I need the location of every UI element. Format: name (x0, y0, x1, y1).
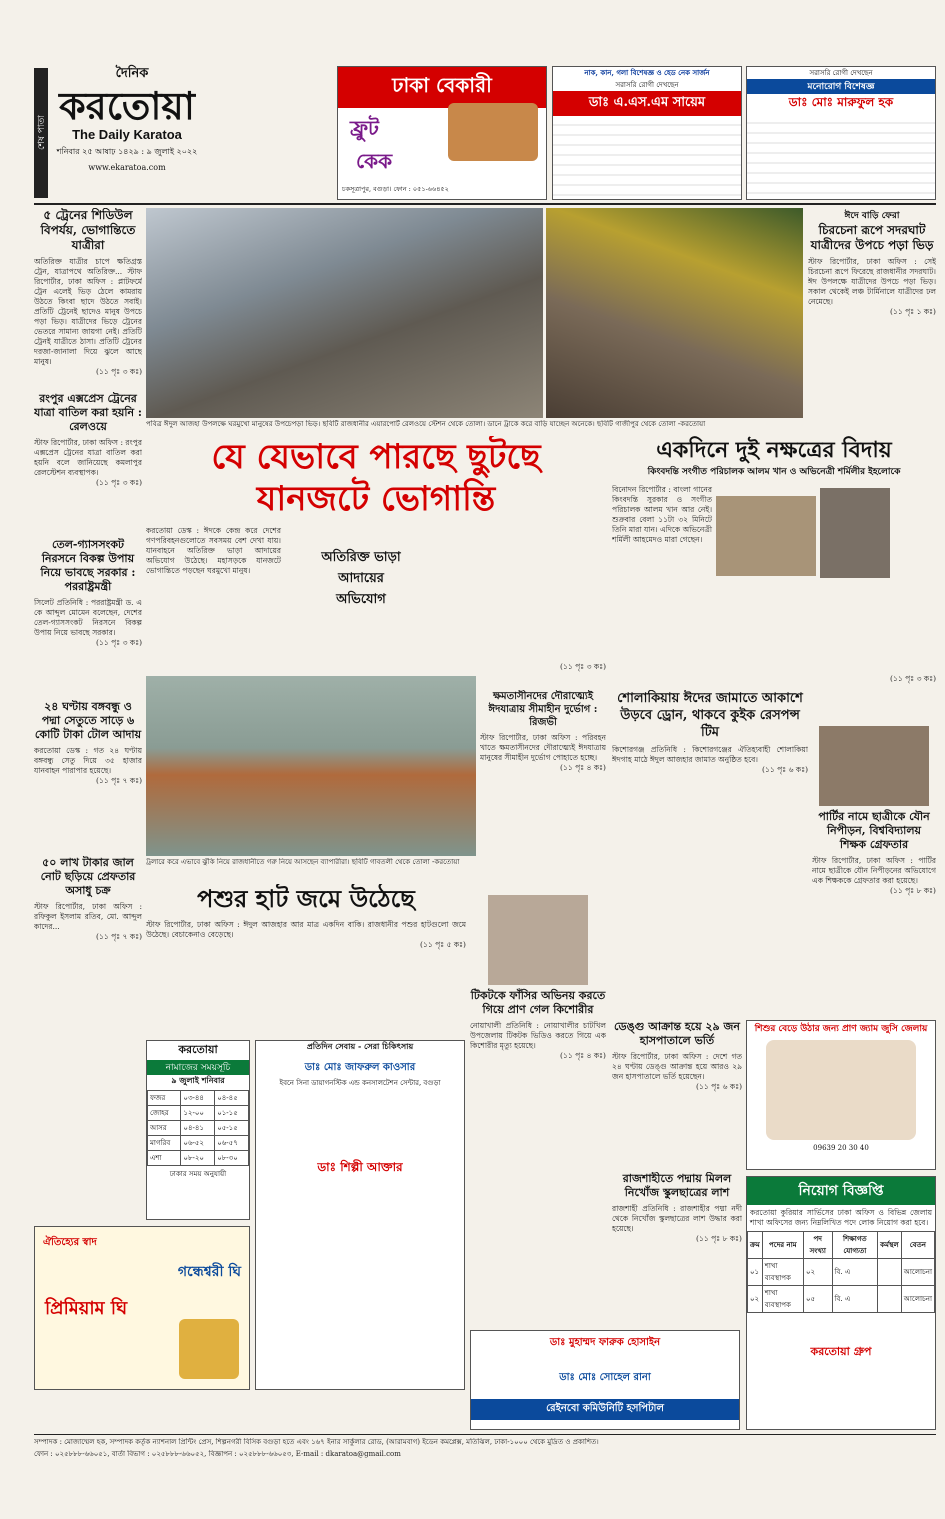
doctor1-title: নাক, কান, গলা বিশেষজ্ঞ ও হেড নেক সার্জন (584, 68, 710, 77)
ghee-name: গন্ধেশ্বরী ঘি (177, 1264, 241, 1280)
prayer-cell-start: ১২-০০ (181, 1106, 215, 1121)
bakery-product-2: কেক (356, 149, 393, 173)
doctor2-details (747, 114, 935, 200)
story-arrest-headline: পার্টির নামে ছাত্রীকে যৌন নিপীড়ন, বিশ্ববিদ্যালয় শিক্ষক গ্রেফতার (818, 810, 930, 851)
baby-image (766, 1040, 916, 1140)
website-link[interactable]: www.ekaratoa.com (88, 163, 166, 172)
prayer-cell-name: আসর (148, 1121, 181, 1136)
lead-sub-2: আদায়ের (338, 571, 384, 586)
story-rajshahi (612, 1172, 742, 1322)
footer-contact: ফোন : ০২৫৮৮৮-৬৬০৫১, বার্তা বিভাগ : ০২৫৮৮৮-৬৬০৫২, বিজ্ঞাপন : ০২৫৮৮৮-৬৬০৫৩, E-mail : dkaratoa@gmail.com (34, 1450, 401, 1458)
job-cell: আলোচনা (901, 1259, 934, 1286)
job-cell: ০১ (748, 1259, 763, 1286)
job-intro: করতোয়া কুরিয়ার সার্ভিসের ঢাকা অফিস ও বিভিন্ন জেলায় শাখা অফিসের জন্য নিম্নলিখিত পদে লোক নিয়োগ করা হবে। (750, 1208, 932, 1227)
prayer-table (147, 1090, 249, 1166)
story-oil-jump[interactable]: (১১ পৃঃ ৩ কঃ) (96, 638, 142, 647)
lead-headline-2: যানজটে ভোগান্তি (256, 479, 496, 519)
story-rangpur (34, 392, 142, 532)
job-row (748, 1286, 935, 1313)
ghee-premium: প্রিমিয়াম ঘি (45, 1298, 128, 1319)
story-sadarghat (808, 208, 936, 432)
story-sadarghat-jump[interactable]: (১১ পৃঃ ১ কঃ) (890, 307, 936, 316)
prayer-cell-start: ০৩-৪৪ (181, 1091, 215, 1106)
story-tiktok-jump[interactable]: (১১ পৃঃ ৪ কঃ) (560, 1051, 606, 1060)
prayer-cell-start: ০৪-৪১ (181, 1121, 215, 1136)
prayer-brand: করতোয়া (178, 1043, 218, 1056)
story-stars-body: বিনোদন রিপোর্টার : বাংলা গানের কিংবদন্তি সুরকার ও সংগীত পরিচালক আলম খান আর নেই। শুক্রবার বেলা ১১টা ৩২ মিনিটে তিনি মারা যান। এদিকে অভিনেত্রী শর্মিলী আহমেদও মারা গেছেন। (612, 485, 712, 544)
job-header-cell: শিক্ষাগত যোগ্যতা (832, 1232, 878, 1259)
hospital-doctor-2: ডাঃ মোঃ সোহেল রানা (559, 1372, 651, 1383)
story-rangpur-headline: রংপুর এক্সপ্রেস ট্রেনের যাত্রা বাতিল করা হয়নি : রেলওয়ে (34, 392, 142, 433)
doctor-ad-psych (746, 66, 936, 200)
masthead (52, 64, 202, 200)
story-dengue-headline: ডেঙ্গু আক্রান্ত হয়ে ২৯ জন হাসপাতালে ভর্তি (614, 1020, 740, 1047)
story-oil-body: সিলেট প্রতিনিধি : পররাষ্ট্রমন্ত্রী ড. এ কে আব্দুল মোমেন বলেছেন, দেশের তেল-গ্যাসসংকট নিরসনে বিকল্প উপায় নিয়ে ভাবছে সরকার। (34, 598, 142, 637)
story-sholakia-headline: শোলাকিয়ায় ঈদের জামাতে আকাশে উড়বে ড্রোন, থাকবে কুইক রেসপন্স টিম (617, 691, 803, 740)
prayer-footer: ঢাকার সময় অনুযায়ী (169, 1170, 227, 1178)
prayer-cell-end: ০৫-১৫ (215, 1121, 249, 1136)
story-bridge-body: করতোয়া ডেস্ক : গত ২৪ ঘণ্টায় বঙ্গবন্ধু সেতু দিয়ে ৩৫ হাজার যানবাহন পারাপার হয়েছে। (34, 746, 142, 775)
section-label: শেষ পাতা (34, 68, 48, 198)
bakery-product-1: ফ্রুট (350, 116, 379, 140)
photo-caption-top: পবিত্র ঈদুল আজহা উপলক্ষে ঘরমুখো মানুষের উপচেপড়া ভিড়। ছবিটি রাজধানীর এয়ারপোর্ট রেলওয়ে স্টেশন থেকে তোলা। ডানে ট্রাকে করে বাড়ি যাচ্ছেন অনেকে। ছবিটি গাজীপুর থেকে তোলা -করতোয়া (146, 420, 706, 428)
masthead-top: দৈনিক (115, 66, 149, 81)
masthead-title: করতোয়া (59, 83, 195, 128)
story-notes-headline: ৫০ লাখ টাকার জাল নোট ছড়িয়ে প্রেফতার অসাধু চক্র (40, 856, 136, 897)
story-rajshahi-jump[interactable]: (১১ পৃঃ ৮ কঃ) (696, 1234, 742, 1243)
job-header-cell: পদের নাম (762, 1232, 803, 1259)
story-stars-headline: একদিনে দুই নক্ষত্রের বিদায় (656, 437, 892, 463)
ghee-tag: ঐতিহ্যের স্বাদ (43, 1237, 97, 1248)
story-market-body: স্টাফ রিপোর্টার, ঢাকা অফিস : ঈদুল আজহার আর মাত্র একদিন বাকি। রাজধানীর পশুর হাটগুলো জমে উঠেছে। বেচাকেনাও বেড়েছে। (146, 920, 466, 939)
story-tiktok-headline: টিকটকে ফাঁসির অভিনয় করতে গিয়ে প্রাণ গেল কিশোরীর (470, 989, 606, 1016)
doctor2-title: মনোরোগ বিশেষজ্ঞ (747, 79, 935, 94)
prayer-cell-end: ০৬-৫৭ (215, 1136, 249, 1151)
job-cell: শাখা ব্যবস্থাপক (762, 1286, 803, 1313)
story-notes-jump[interactable]: (১১ পৃঃ ৭ কঃ) (96, 932, 142, 941)
lead-subhead (286, 548, 436, 618)
bakery-address: চকসূত্রাপুর, বগুড়া। ফোন : ০৫১-৬৬৪৫২ (342, 185, 449, 193)
doctor1-details (553, 116, 741, 200)
story-sholakia-body: কিশোরগঞ্জ প্রতিনিধি : কিশোরগঞ্জের ঐতিহ্যবাহী শোলাকিয়া ঈদগাহ মাঠে ঈদুল আজহার জামাত অনুষ্ঠিত হবে। (612, 745, 808, 764)
story-tiktok-body: নোয়াখালী প্রতিনিধি : নোয়াখালীর চাটখিল উপজেলায় টিকটক ভিডিও করতে গিয়ে এক কিশোরীর মৃত্যু হয়েছে। (470, 1021, 606, 1050)
prayer-date: ৯ জুলাই শনিবার (171, 1075, 225, 1085)
story-dengue (612, 1020, 742, 1170)
prayer-row (148, 1136, 249, 1151)
story-sholakia-jump[interactable]: (১১ পৃঃ ৬ কঃ) (762, 765, 808, 774)
story-train-body: অতিরিক্ত যাত্রীর চাপে ক্ষতিগ্রস্ত ট্রেন, যাত্রাপথে অতিরিক্ত... স্টাফ রিপোর্টার, ঢাকা অফিস : প্লাটফর্মে ট্রেন এলেই ভিড় ঠেলে কামরায় উঠতে কিংবা ছাদে উঠতে সবাই। প্রতিটি ট্রেনেই ছাদেও মানুষ উপচে পড়া ভিড়। যাত্রীদের ভিড়ে ট্রেনের ভেতরে সামান্য জায়গা নেই। প্রতিটি ট্রেনই যাত্রীতে ঠাসা। প্রতিটি ট্রেনের দরজা-জানালা দিয়ে ঝুলে আছে মানুষ। (34, 257, 142, 366)
story-stars-sub: কিংবদন্তি সংগীত পরিচালক আলম খান ও অভিনেত্রী শর্মিলীর ইহলোকে (647, 467, 901, 477)
job-cell: ০২ (803, 1259, 832, 1286)
job-row (748, 1259, 935, 1286)
story-oil (34, 538, 142, 698)
story-notes-body: স্টাফ রিপোর্টার, ঢাকা অফিস : রফিকুল ইসলাম রতিব, মো. আব্দুল কাদের... (34, 902, 142, 931)
prayer-cell-start: ০৬-৫২ (181, 1136, 215, 1151)
story-stars (612, 436, 936, 686)
footer-imprint: সম্পাদক : মোজাম্মেল হক, সম্পাদক কর্তৃক ন্যাশনাল প্রিন্টিং প্রেস, শিল্পনগরী বিসিক বগুড়া হতে এবং ১৬৭ ইনার সার্কুলার রোড, (আরামবাগ) ইডেন কমপ্লেক্স, মতিঝিল, ঢাকা-১০০০ থেকে মুদ্রিত ও প্রকাশিত। (34, 1438, 599, 1446)
story-oil-headline: তেল-গ্যাসসংকট নিরসনে বিকল্প উপায় নিয়ে ভাবছে সরকার : পররাষ্ট্রমন্ত্রী (40, 538, 136, 593)
clinic-doctor-2: ডাঃ শিল্পী আক্তার (317, 1160, 403, 1174)
doctor-ad-ent (552, 66, 742, 200)
prayer-cell-start: ০৮-২০ (181, 1151, 215, 1166)
job-cell: বি. এ (832, 1286, 878, 1313)
story-sadarghat-kicker: ঈদে বাড়ি ফেরা (844, 211, 900, 221)
story-power-body: স্টাফ রিপোর্টার, ঢাকা অফিস : পরিবহন খাতে ক্ষমতাসীনদের দৌরাত্ম্যেই ঈদযাত্রায় মানুষের সীমাহীন দুর্ভোগ পোহাতে হচ্ছে। (480, 733, 606, 762)
footer-rule (34, 1434, 936, 1435)
ghee-ad (34, 1226, 250, 1390)
doctor2-name: ডাঃ মোঃ মারুফুল হক (788, 95, 894, 109)
prayer-cell-end: ০১-১৫ (215, 1106, 249, 1121)
story-market-jump[interactable]: (১১ পৃঃ ৫ কঃ) (420, 940, 466, 949)
photo-boat (146, 676, 476, 856)
story-train-headline: ৫ ট্রেনের শিডিউল বিপর্যয়, ভোগান্তিতে যাত্রীরা (40, 208, 136, 252)
job-title: নিয়োগ বিজ্ঞপ্তি (747, 1177, 935, 1205)
story-market-headline: পশুর হাট জমে উঠেছে (197, 884, 415, 913)
job-header-cell: ক্রম (748, 1232, 763, 1259)
story-market (146, 884, 466, 1034)
job-company: করতোয়া গ্রুপ (810, 1345, 872, 1358)
photo-caption-boat: ট্রলারে করে এভাবে ঝুঁকি নিয়ে রাজধানীতে গরু নিয়ে আসছেন ব্যাপারীরা। ছবিটি গাবতলী থেকে তোলা -করতোয়া (146, 858, 460, 866)
story-power-jump[interactable]: (১১ পৃঃ ৪ কঃ) (560, 763, 606, 772)
lead-jump[interactable]: (১১ পৃঃ ৩ কঃ) (560, 662, 606, 671)
story-arrest (812, 726, 936, 1016)
job-cell: বি. এ (832, 1259, 878, 1286)
baby-food-ad (746, 1020, 936, 1170)
lead-sub-3: অভিযোগ (336, 592, 386, 607)
job-cell (878, 1286, 902, 1313)
clinic-doctor-1: ডাঃ মোঃ জাফরুল কাওসার (304, 1062, 416, 1073)
photo-truck (546, 208, 803, 418)
cake-image (448, 103, 538, 161)
date-line: শনিবার ২৫ আষাঢ় ১৪২৯ : ৯ জুলাই ২০২২ (56, 147, 198, 156)
story-train-jump[interactable]: (১১ পৃঃ ৩ কঃ) (96, 367, 142, 376)
story-power-headline: ক্ষমতাসীনদের দৌরাত্ম্যেই ঈদযাত্রায় সীমাহীন দুর্ভোগ : রিজভী (488, 691, 598, 728)
hospital-ad (470, 1330, 740, 1430)
lead-body: করতোয়া ডেস্ক : ঈদকে কেন্দ্র করে দেশের গণপরিবহনগুলোতে সবসময় বেশ দেখা যায়। যানবাহনে অতিরিক্ত ভাড়া আদায়ের অভিযোগ উঠেছে। মহাসড়কে যানজটে ভোগান্তিতে পড়ছেন ঘরমুখো মানুষ। (146, 526, 281, 575)
job-notice (746, 1176, 936, 1430)
lead-sub-1: অতিরিক্ত ভাড়া (321, 550, 401, 565)
story-rajshahi-headline: রাজশাহীতে পদ্মায় মিলল নিখোঁজ স্কুলছাত্রের লাশ (622, 1172, 732, 1199)
masthead-title-english: The Daily Karatoa (72, 127, 182, 142)
story-dengue-jump[interactable]: (১১ পৃঃ ৬ কঃ) (696, 1082, 742, 1091)
prayer-cell-name: এশা (148, 1151, 181, 1166)
hospital-name: রেইনবো কমিউনিটি হসপিটাল (471, 1399, 739, 1420)
photo-train (146, 208, 543, 418)
job-cell (878, 1259, 902, 1286)
story-dengue-body: স্টাফ রিপোর্টার, ঢাকা অফিস : দেশে গত ২৪ ঘণ্টায় ডেঙ্গু আক্রান্ত হয়ে আরও ২৯ জন হাসপাতালে ভর্তি হয়েছেন। (612, 1052, 742, 1081)
story-bridge-headline: ২৪ ঘণ্টায় বঙ্গবন্ধু ও পদ্মা সেতুতে সাড়ে ৬ কোটি টাকা টোল আদায় (34, 700, 142, 741)
story-tiktok (470, 895, 606, 1195)
story-bridge-jump[interactable]: (১১ পৃঃ ৭ কঃ) (96, 776, 142, 785)
story-rajshahi-body: রাজশাহী প্রতিনিধি : রাজশাহীর পদ্মা নদী থেকে নিখোঁজ স্কুলছাত্রের লাশ উদ্ধার করা হয়েছে। (612, 1204, 742, 1233)
story-sadarghat-body: স্টাফ রিপোর্টার, ঢাকা অফিস : সেই চিরচেনা রূপে ফিরেছে রাজধানীর সদরঘাট। ঈদ উপলক্ষে যাত্রীদের উপচে পড়া ভিড়। সকাল থেকেই লঞ্চ টার্মিনালে যাত্রীদের ঢল নেমেছে। (808, 257, 936, 306)
hospital-doctor-1: ডাঃ মুহাম্মদ ফারুক হোসাইন (549, 1337, 661, 1348)
prayer-row (148, 1151, 249, 1166)
bakery-ad (337, 66, 547, 200)
story-train (34, 208, 142, 388)
job-header-cell: কর্মস্থল (878, 1232, 902, 1259)
prayer-title: নামাজের সময়সূচি (147, 1060, 249, 1075)
prayer-times (146, 1040, 250, 1220)
job-table (747, 1231, 935, 1313)
doctor1-name: ডাঃ এ.এস.এম সায়েম (553, 91, 741, 116)
prayer-row (148, 1091, 249, 1106)
story-bridge (34, 700, 142, 850)
photo-alam-khan (820, 488, 890, 578)
prayer-cell-name: মাগরিব (148, 1136, 181, 1151)
story-arrest-body: স্টাফ রিপোর্টার, ঢাকা অফিস : পার্টির নামে ছাত্রীকে যৌন নিপীড়নের অভিযোগে এক শিক্ষককে গ্রেফতার করা হয়েছে। (812, 856, 936, 885)
story-sadarghat-headline: চিরচেনা রূপে সদরঘাট যাত্রীদের উপচে পড়া ভিড় (810, 223, 934, 252)
story-stars-jump[interactable]: (১১ পৃঃ ৩ কঃ) (890, 674, 936, 683)
story-rangpur-jump[interactable]: (১১ পৃঃ ৩ কঃ) (96, 478, 142, 487)
clinic-name: ইবনে সিনা ডায়াগনস্টিক এন্ড কনসালটেশন সেন্টার, বগুড়া (279, 1079, 441, 1087)
story-power (480, 690, 606, 890)
lead-story (146, 436, 606, 676)
ghee-jar-image (179, 1319, 239, 1379)
lead-headline-1: যে যেভাবে পারছে ছুটছে (211, 437, 541, 477)
clinic-header: প্রতিদিন সেবায় - সেরা চিকিৎসায় (306, 1041, 414, 1051)
prayer-row (148, 1121, 249, 1136)
story-arrest-jump[interactable]: (১১ পৃঃ ৮ কঃ) (890, 886, 936, 895)
story-notes (34, 856, 142, 1016)
photo-sharmili (716, 496, 816, 576)
story-rangpur-body: স্টাফ রিপোর্টার, ঢাকা অফিস : রংপুর এক্সপ্রেস ট্রেনের যাত্রা বাতিল করা হয়নি বলে জানিয়েছে কমলাপুর রেলস্টেশন ব্যবস্থাপক। (34, 438, 142, 477)
baby-ad-phone: 09639 20 30 40 (813, 1144, 869, 1152)
prayer-cell-name: ফজর (148, 1091, 181, 1106)
prayer-row (148, 1106, 249, 1121)
prayer-cell-end: ০৪-৪৫ (215, 1091, 249, 1106)
story-sholakia (612, 690, 808, 1010)
photo-girl (488, 895, 588, 985)
doctor2-sub: সরাসরি রোগী দেখছেন (809, 69, 873, 77)
job-cell: আলোচনা (901, 1286, 934, 1313)
doctor1-sub: সরাসরি রোগী দেখছেন (615, 81, 679, 89)
prayer-cell-end: ০৮-৩০ (215, 1151, 249, 1166)
prayer-cell-name: জোহর (148, 1106, 181, 1121)
job-cell: ০৫ (803, 1286, 832, 1313)
photo-suspect (819, 726, 929, 806)
bakery-name: ঢাকা বেকারী (338, 67, 546, 108)
masthead-rule (34, 203, 936, 205)
baby-ad-headline: শিশুর বেড়ে উঠার জন্য প্রাণ জ্যাম জুসি জেলায় (754, 1024, 928, 1034)
job-cell: ০২ (748, 1286, 763, 1313)
job-header-cell: বেতন (901, 1232, 934, 1259)
clinic-ad (255, 1040, 465, 1390)
job-header-cell: পদ সংখ্যা (803, 1232, 832, 1259)
job-cell: শাখা ব্যবস্থাপক (762, 1259, 803, 1286)
